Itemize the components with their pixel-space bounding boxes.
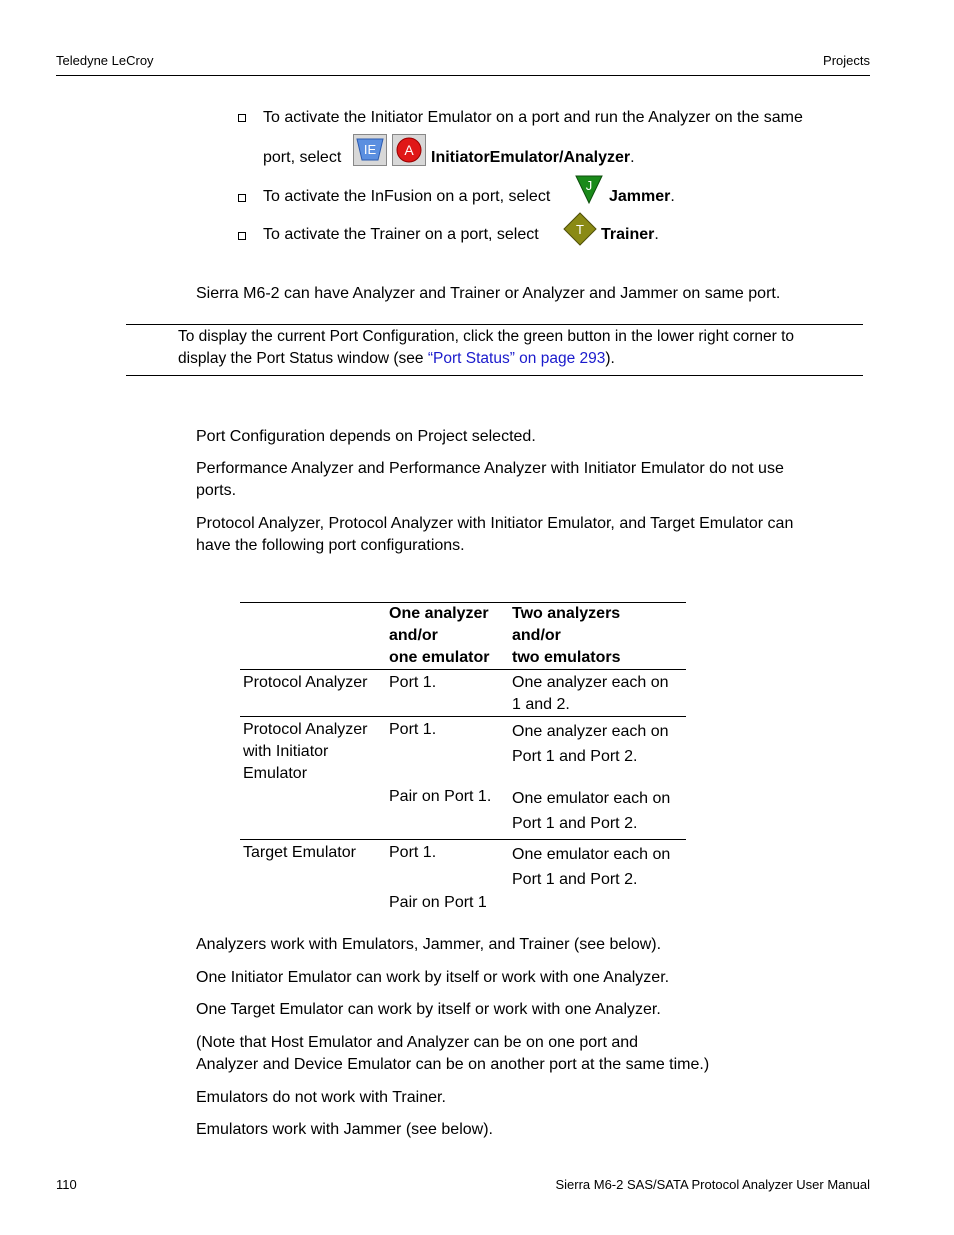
j-icon-label: J: [585, 178, 593, 193]
paragraph: One Target Emulator can work by itself or work with one Analyzer.: [196, 1001, 661, 1018]
table-cell: [240, 717, 386, 840]
cell-line: Port 1 and Port 2.: [512, 748, 638, 765]
table-cell: [386, 840, 509, 915]
cell-spacer: [389, 864, 506, 892]
initiator-analyzer-label: InitiatorEmulator/Analyzer: [431, 149, 631, 166]
bullet-end: .: [670, 188, 675, 205]
header-left: Teledyne LeCroy: [56, 53, 154, 68]
paragraph: Analyzers work with Emulators, Jammer, and Trainer (see below).: [196, 936, 662, 953]
cell-line: Pair on Port 1: [389, 894, 487, 911]
bullet-bold-wrap: [609, 186, 675, 208]
a-icon-label: A: [404, 142, 414, 158]
page-number: 110: [56, 1177, 77, 1192]
bullet-text: To activate the InFusion on a port, select: [263, 188, 551, 205]
bullet-end: .: [630, 149, 635, 166]
note-line: [178, 348, 615, 370]
header-rule: [56, 75, 870, 76]
initiator-emulator-icon: [353, 134, 387, 166]
cell-line: Port 1.: [389, 721, 437, 738]
cell-spacer: [512, 769, 683, 786]
paragraph: Emulators do not work with Trainer.: [196, 1089, 446, 1106]
table-cell: [240, 670, 386, 717]
paragraph: Performance Analyzer and Performance Analyzer with Initiator Emulator do not use: [196, 460, 784, 477]
footer-title: Sierra M6-2 SAS/SATA Protocol Analyzer User Manual: [555, 1177, 870, 1192]
cell-line: 1 and 2.: [512, 696, 570, 713]
bullet-box: [238, 114, 246, 122]
paragraph: Emulators work with Jammer (see below).: [196, 1121, 493, 1138]
bullet-text: To activate the Trainer on a port, select: [263, 226, 539, 243]
paragraph: Analyzer and Device Emulator can be on another port at the same time.): [196, 1056, 710, 1073]
table-header-cell: [509, 603, 686, 670]
cell-line: Protocol Analyzer: [243, 674, 368, 691]
table-cell: [509, 670, 686, 717]
header-line: and/or: [389, 627, 438, 644]
cell-line: Protocol Analyzer: [243, 721, 368, 738]
port-config-table: [240, 602, 686, 914]
cell-line: One emulator each on: [512, 846, 671, 863]
cell-line: One emulator each on: [512, 790, 671, 807]
jammer-icon: [573, 173, 605, 205]
table-cell: [509, 840, 686, 915]
ie-icon-label: IE: [363, 142, 377, 157]
cell-line: Port 1.: [389, 674, 437, 691]
cell-line: One analyzer each on: [512, 723, 669, 740]
bullet-text: To activate the Initiator Emulator on a port and run the Analyzer on the same: [263, 109, 803, 126]
header-line: two emulators: [512, 649, 621, 666]
note-line: To display the current Port Configuration, click the green button in the lower right corner to: [178, 328, 795, 345]
paragraph: Protocol Analyzer, Protocol Analyzer with Initiator Emulator, and Target Emulator can: [196, 515, 794, 532]
paragraph: One Initiator Emulator can work by itself or work with one Analyzer.: [196, 969, 670, 986]
note-text-pre: display the Port Status window (see: [178, 350, 428, 367]
table-cell: [386, 670, 509, 717]
table-row: [240, 840, 686, 915]
trainer-label: Trainer: [601, 226, 655, 243]
table-cell: [509, 717, 686, 840]
cell-line: Pair on Port 1.: [389, 788, 492, 805]
header-line: one emulator: [389, 649, 490, 666]
jammer-label: Jammer: [609, 188, 671, 205]
bullet-box: [238, 232, 246, 240]
table-row: [240, 717, 686, 840]
table-header-cell: [240, 603, 386, 670]
paragraph: Sierra M6-2 can have Analyzer and Trainer or Analyzer and Jammer on same port.: [196, 285, 781, 302]
cell-line: Emulator: [243, 765, 308, 782]
bullet-text: port, select: [263, 149, 342, 166]
table-cell: [386, 717, 509, 840]
note-rule-bottom: [126, 375, 863, 376]
paragraph: ports.: [196, 482, 237, 499]
header-right: Projects: [823, 53, 870, 68]
note-text-post: ).: [605, 350, 615, 367]
bullet-bold-wrap: [431, 147, 635, 169]
note-rule-top: [126, 324, 863, 325]
cell-line: Port 1 and Port 2.: [512, 871, 638, 888]
table-row: [240, 670, 686, 717]
cell-line: with Initiator: [243, 743, 329, 760]
port-status-link[interactable]: “Port Status” on page 293: [427, 350, 606, 367]
header-line: One analyzer: [389, 605, 489, 622]
cell-spacer: [389, 741, 506, 786]
trainer-icon: [562, 211, 598, 247]
cell-line: Port 1.: [389, 844, 437, 861]
header-line: Two analyzers: [512, 605, 621, 622]
bullet-box: [238, 194, 246, 202]
header-line: and/or: [512, 627, 561, 644]
paragraph: Port Configuration depends on Project selected.: [196, 428, 536, 445]
table-header-row: [240, 603, 686, 670]
paragraph: have the following port configurations.: [196, 537, 465, 554]
cell-line: Target Emulator: [243, 844, 356, 861]
table-cell: [240, 840, 386, 915]
paragraph: (Note that Host Emulator and Analyzer can be on one port and: [196, 1034, 639, 1051]
bullet-end: .: [654, 226, 659, 243]
bullet-bold-wrap: [601, 224, 659, 246]
t-icon-label: T: [576, 222, 584, 237]
analyzer-icon: [392, 134, 426, 166]
cell-line: Port 1 and Port 2.: [512, 815, 638, 832]
cell-line: One analyzer each on: [512, 674, 669, 691]
table-header-cell: [386, 603, 509, 670]
